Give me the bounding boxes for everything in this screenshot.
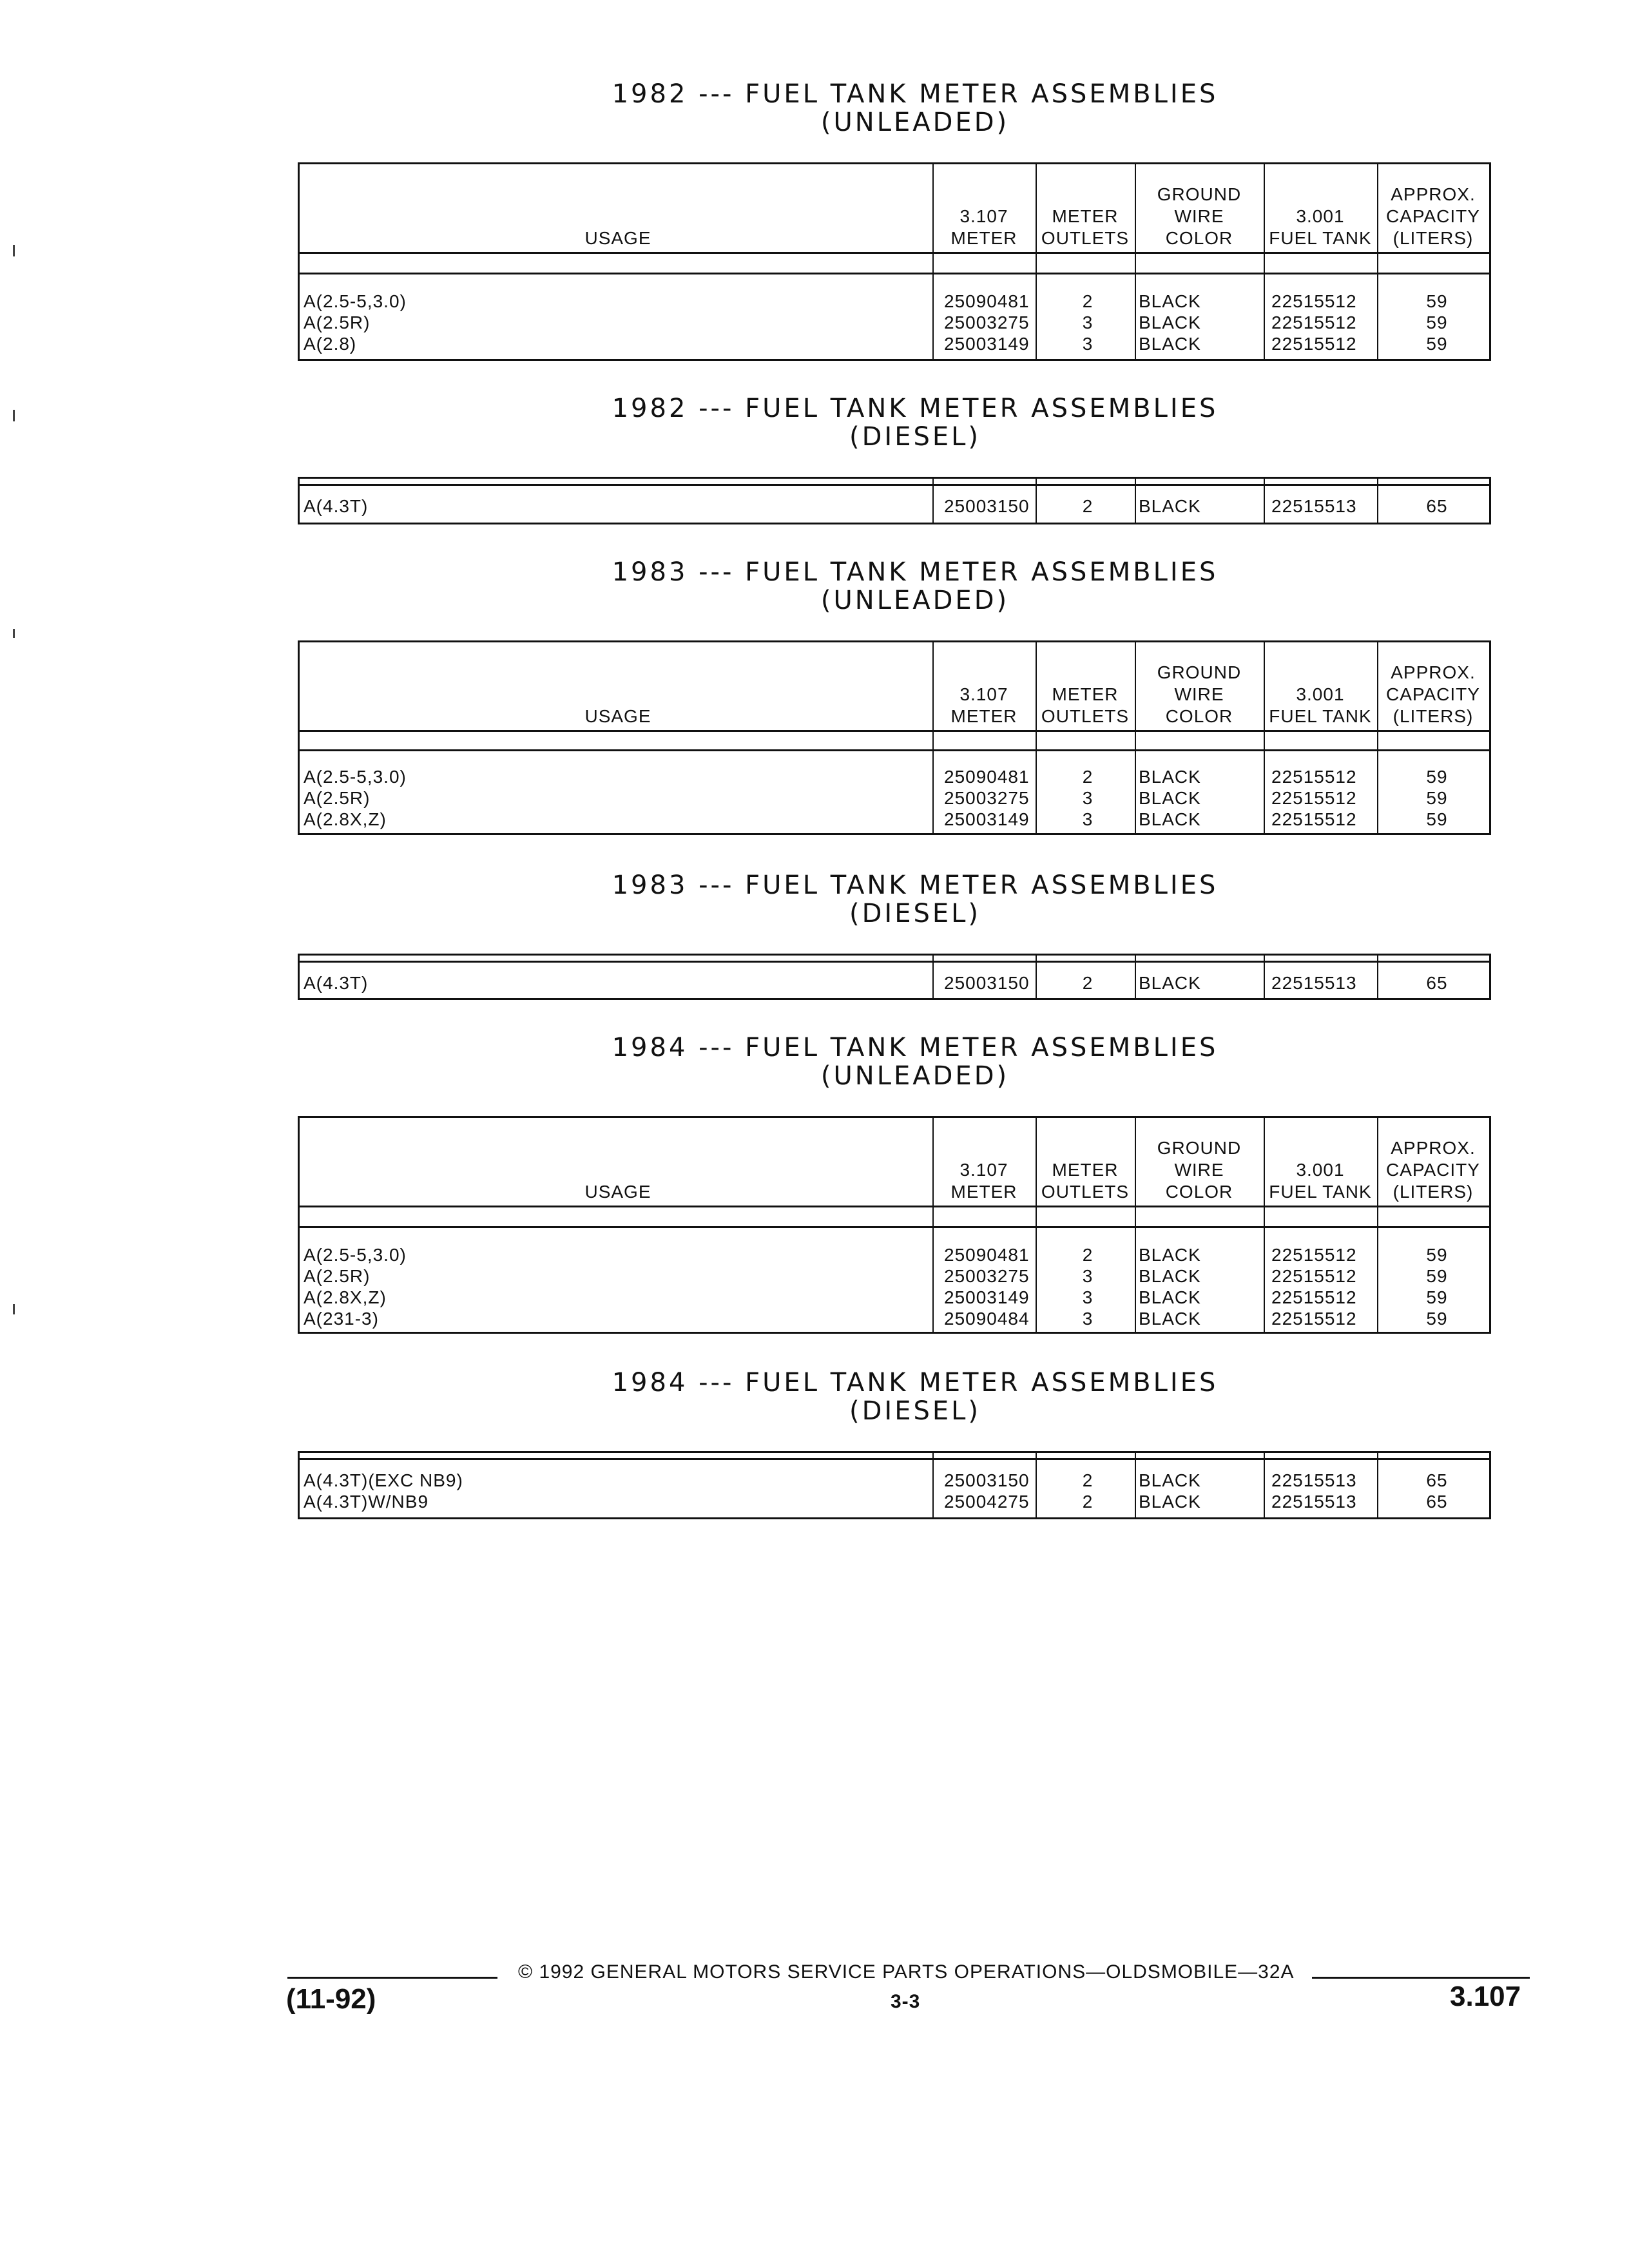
section-title-year: 1983 --- FUEL TANK METER ASSEMBLIES [612, 870, 1219, 900]
meter-table [298, 162, 1491, 361]
tank-cell: 22515513 [1271, 1470, 1357, 1490]
capacity-cell: 59 [1426, 1266, 1448, 1286]
capacity-cell: 59 [1426, 334, 1448, 354]
outlets-cell: 3 [1082, 1287, 1094, 1307]
header-usage: USAGE [584, 706, 651, 726]
meter-cell: 25003150 [944, 973, 1030, 993]
outlets-cell: 2 [1082, 767, 1094, 787]
tank-cell: 22515512 [1271, 767, 1357, 787]
section-title-fuel: (DIESEL) [849, 899, 981, 928]
header-usage: USAGE [584, 228, 651, 248]
tank-cell: 22515513 [1271, 496, 1357, 516]
outlets-cell: 3 [1082, 1309, 1094, 1329]
header-usage: USAGE [584, 1182, 651, 1202]
tank-cell: 22515512 [1271, 1287, 1357, 1307]
outlets-cell: 2 [1082, 973, 1094, 993]
header-fuel-tank: 3.001 FUEL TANK [1269, 684, 1372, 726]
capacity-cell: 65 [1426, 496, 1448, 516]
outlets-cell: 2 [1082, 291, 1094, 311]
color-cell: BLACK [1139, 1287, 1201, 1307]
section-title-year: 1983 --- FUEL TANK METER ASSEMBLIES [612, 557, 1219, 587]
section-title [0, 871, 1629, 928]
header-capacity: APPROX. CAPACITY (LITERS) [1386, 1138, 1480, 1202]
usage-cell: A(2.8X,Z) [304, 1287, 387, 1307]
color-cell: BLACK [1139, 809, 1201, 829]
meter-table [298, 1116, 1491, 1334]
capacity-cell: 59 [1426, 767, 1448, 787]
scan-mark [13, 245, 15, 256]
meter-cell: 25003149 [944, 809, 1030, 829]
color-cell: BLACK [1139, 1245, 1201, 1265]
color-cell: BLACK [1139, 1492, 1201, 1512]
meter-table [298, 1451, 1491, 1519]
color-cell: BLACK [1139, 334, 1201, 354]
section-title [0, 558, 1629, 615]
meter-cell: 25003149 [944, 1287, 1030, 1307]
header-capacity: APPROX. CAPACITY (LITERS) [1386, 662, 1480, 726]
section-title-year: 1982 --- FUEL TANK METER ASSEMBLIES [612, 394, 1219, 423]
tank-cell: 22515512 [1271, 291, 1357, 311]
scan-mark [13, 629, 15, 638]
meter-table [298, 477, 1491, 524]
usage-cell: A(2.5R) [304, 788, 371, 808]
capacity-cell: 65 [1426, 1470, 1448, 1490]
tank-cell: 22515513 [1271, 973, 1357, 993]
outlets-cell: 3 [1082, 788, 1094, 808]
section-title [0, 1033, 1629, 1090]
section-title-fuel: (DIESEL) [849, 422, 981, 452]
meter-cell: 25090481 [944, 767, 1030, 787]
capacity-cell: 59 [1426, 1287, 1448, 1307]
meter-cell: 25090481 [944, 1245, 1030, 1265]
section-title-fuel: (UNLEADED) [820, 108, 1010, 137]
section-title [0, 394, 1629, 451]
color-cell: BLACK [1139, 496, 1201, 516]
outlets-cell: 3 [1082, 809, 1094, 829]
color-cell: BLACK [1139, 1309, 1201, 1329]
usage-cell: A(231-3) [304, 1309, 379, 1329]
footer-rule-left [287, 1977, 497, 1979]
section-title [0, 1369, 1629, 1425]
header-meter: 3.107 METER [950, 1160, 1017, 1202]
capacity-cell: 65 [1426, 973, 1448, 993]
header-meter: 3.107 METER [950, 684, 1017, 726]
header-ground-wire-color: GROUND WIRE COLOR [1157, 184, 1242, 248]
outlets-cell: 2 [1082, 1470, 1094, 1490]
header-outlets: METER OUTLETS [1041, 1160, 1130, 1202]
outlets-cell: 2 [1082, 1245, 1094, 1265]
tank-cell: 22515513 [1271, 1492, 1357, 1512]
meter-cell: 25090481 [944, 291, 1030, 311]
tank-cell: 22515512 [1271, 788, 1357, 808]
footer-rule-right [1312, 1977, 1530, 1979]
usage-cell: A(4.3T) [304, 496, 369, 516]
usage-cell: A(4.3T)W/NB9 [304, 1492, 429, 1512]
meter-cell: 25003149 [944, 334, 1030, 354]
meter-cell: 25003150 [944, 1470, 1030, 1490]
usage-cell: A(2.8) [304, 334, 357, 354]
capacity-cell: 59 [1426, 1245, 1448, 1265]
scan-mark [13, 410, 15, 421]
color-cell: BLACK [1139, 767, 1201, 787]
tank-cell: 22515512 [1271, 312, 1357, 332]
color-cell: BLACK [1139, 788, 1201, 808]
color-cell: BLACK [1139, 1470, 1201, 1490]
usage-cell: A(4.3T) [304, 973, 369, 993]
header-ground-wire-color: GROUND WIRE COLOR [1157, 662, 1242, 726]
header-outlets: METER OUTLETS [1041, 206, 1130, 248]
capacity-cell: 59 [1426, 809, 1448, 829]
meter-cell: 25003275 [944, 788, 1030, 808]
section-title-fuel: (DIESEL) [849, 1396, 981, 1426]
section-title [0, 80, 1629, 137]
page-number: 3-3 [891, 1991, 921, 2012]
outlets-cell: 3 [1082, 1266, 1094, 1286]
capacity-cell: 59 [1426, 312, 1448, 332]
color-cell: BLACK [1139, 973, 1201, 993]
tank-cell: 22515512 [1271, 334, 1357, 354]
usage-cell: A(2.5-5,3.0) [304, 767, 407, 787]
usage-cell: A(2.5-5,3.0) [304, 291, 407, 311]
capacity-cell: 59 [1426, 788, 1448, 808]
usage-cell: A(2.5-5,3.0) [304, 1245, 407, 1265]
outlets-cell: 2 [1082, 1492, 1094, 1512]
outlets-cell: 3 [1082, 334, 1094, 354]
tank-cell: 22515512 [1271, 809, 1357, 829]
usage-cell: A(2.5R) [304, 1266, 371, 1286]
outlets-cell: 2 [1082, 496, 1094, 516]
color-cell: BLACK [1139, 291, 1201, 311]
tank-cell: 22515512 [1271, 1266, 1357, 1286]
header-ground-wire-color: GROUND WIRE COLOR [1157, 1138, 1242, 1202]
capacity-cell: 59 [1426, 291, 1448, 311]
header-meter: 3.107 METER [950, 206, 1017, 248]
meter-cell: 25003275 [944, 312, 1030, 332]
meter-table [298, 640, 1491, 835]
tank-cell: 22515512 [1271, 1245, 1357, 1265]
tank-cell: 22515512 [1271, 1309, 1357, 1329]
footer-date: (11-92) [286, 1983, 376, 2015]
meter-cell: 25003150 [944, 496, 1030, 516]
capacity-cell: 65 [1426, 1492, 1448, 1512]
header-fuel-tank: 3.001 FUEL TANK [1269, 206, 1372, 248]
header-outlets: METER OUTLETS [1041, 684, 1130, 726]
meter-cell: 25090484 [944, 1309, 1030, 1329]
scan-mark [13, 1304, 15, 1314]
meter-table [298, 954, 1491, 1000]
meter-cell: 25004275 [944, 1492, 1030, 1512]
capacity-cell: 59 [1426, 1309, 1448, 1329]
meter-cell: 25003275 [944, 1266, 1030, 1286]
section-number: 3.107 [1450, 1981, 1521, 2012]
footer-copyright: © 1992 GENERAL MOTORS SERVICE PARTS OPERATIONS—OLDSMOBILE—32A [518, 1961, 1295, 1983]
usage-cell: A(2.8X,Z) [304, 809, 387, 829]
outlets-cell: 3 [1082, 312, 1094, 332]
header-fuel-tank: 3.001 FUEL TANK [1269, 1160, 1372, 1202]
section-title-fuel: (UNLEADED) [820, 586, 1010, 615]
usage-cell: A(4.3T)(EXC NB9) [304, 1470, 463, 1490]
usage-cell: A(2.5R) [304, 312, 371, 332]
section-title-fuel: (UNLEADED) [820, 1061, 1010, 1091]
section-title-year: 1984 --- FUEL TANK METER ASSEMBLIES [612, 1033, 1219, 1062]
section-title-year: 1982 --- FUEL TANK METER ASSEMBLIES [612, 79, 1219, 109]
header-capacity: APPROX. CAPACITY (LITERS) [1386, 184, 1480, 248]
section-title-year: 1984 --- FUEL TANK METER ASSEMBLIES [612, 1368, 1219, 1398]
color-cell: BLACK [1139, 1266, 1201, 1286]
color-cell: BLACK [1139, 312, 1201, 332]
